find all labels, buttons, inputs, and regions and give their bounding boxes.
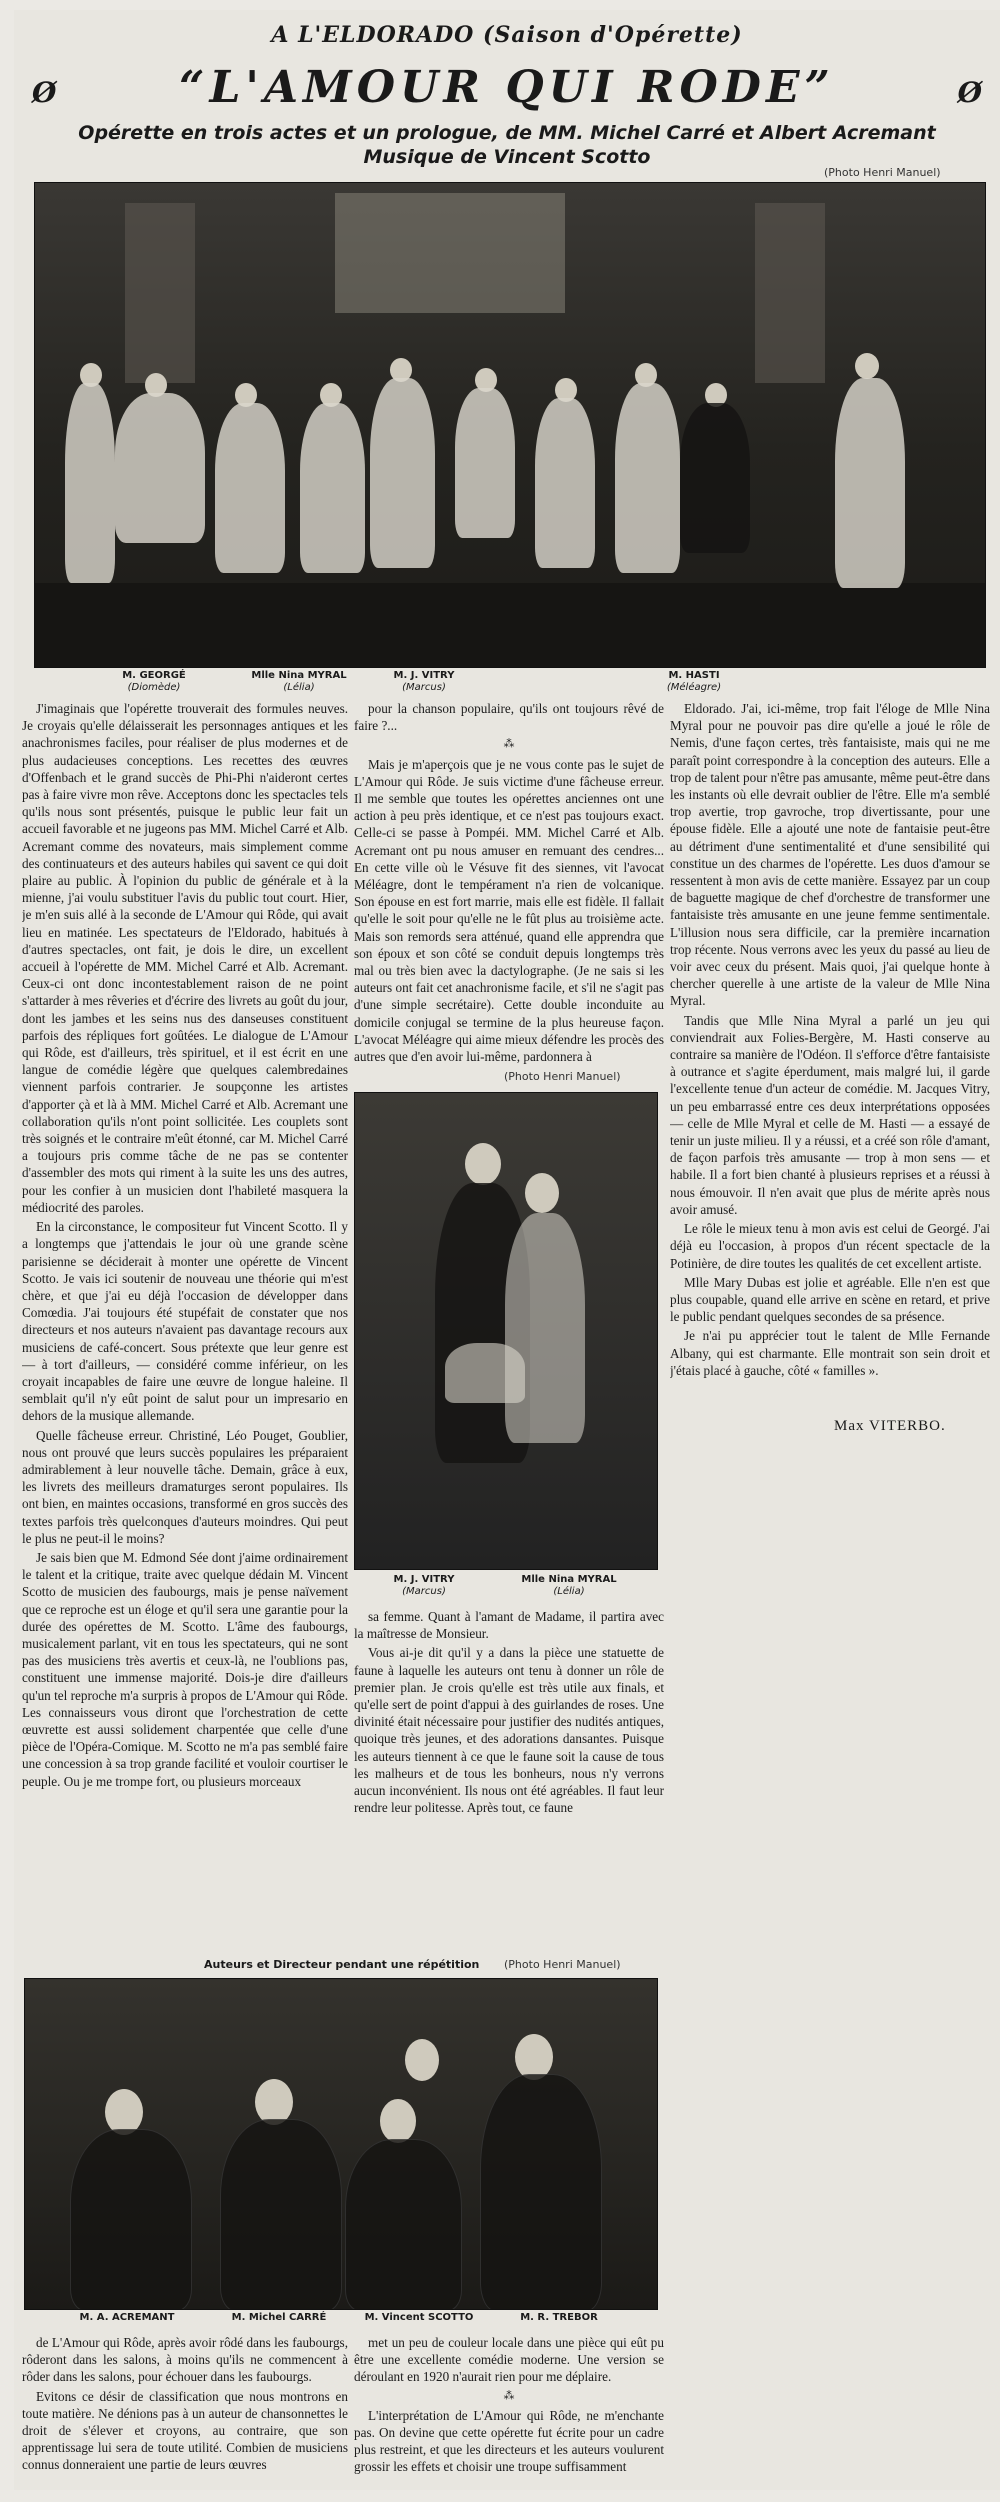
trebor-figure [480,2074,602,2310]
section-header [14,22,1000,48]
carre-figure [220,2119,342,2310]
section-stars: ⁂ [503,738,515,751]
photo-credit-2: (Photo Henri Manuel) [504,1070,621,1083]
column-1 [22,700,348,1952]
right-ornament-icon: Ø [957,76,982,109]
paragraph: pour la chanson populaire, qu'ils ont toujours rêvé de faire ?... [354,701,664,734]
season-label: (Saison d'Opérette) [483,22,743,48]
performer [215,403,285,573]
paragraph: Je n'ai pu apprécier tout le talent de Mlle Fernande Albany, qui est charmante. Elle montrait son sein droit et j'étais placé à gauche, côté « familles ». [670,1328,990,1378]
caption-myral-2 [504,1574,634,1598]
bottom-column-right [354,2334,664,2490]
caption-role: (Lélia) [283,682,315,693]
caption-acremant: M. A. ACREMANT [79,2312,175,2323]
stage-photo [34,182,986,668]
caption-trebor: M. R. TREBOR [520,2312,598,2323]
paragraph: En la circonstance, le compositeur fut Vincent Scotto. Il y a longtemps que j'attendais le jour où une grande scène parisienne se déciderait à monter une opérette de Vincent Scotto. Je vais ici soutenir de nouveau une théorie qui m'est chère, et que j'ai eu déjà l'occasion de développer dans Comœdia. J'ai toujours été stupéfait de constater que nos directeurs et nos auteurs n'avaient pas davantage recours aux musiciens de café-concert. Sous prétexte que leur genre est — à tort d'ailleurs, — considéré comme inférieur, on les croyait incapables de faire une œuvre de longue haleine. Il semblait qu'il n'y eût point de salut pour un impresario en dehors de la musique allemande. [22,1219,348,1424]
section-stars: ⁂ [503,2389,515,2402]
caption-hasti [634,670,754,694]
paragraph: L'interprétation de L'Amour qui Rôde, ne m'enchante pas. On devine que cette opérette fut écrite pour un cadre plus restreint, et que les directeurs et les auteurs voulurent grossir les effets et choisir une troupe suffisamment [354,2407,664,2475]
paragraph: Vous ai-je dit qu'il y a dans la pièce une statuette de faune à laquelle les auteurs ont tenu à donner un rôle de premier plan. Je crois qu'elle est très utile aux finals, et qu'elle sert de point d'appui à des guirlandes de roses. Une divinité était nécessaire pour justifier des nudités antiques, quoique très jeunes, et des adorations dansantes. Puisque les auteurs tiennent à ce que le faune soit la cause de tous les malheurs et de tous les bonheurs, nous n'y verrons aucun inconvénient. Ils nous ont été agréables. Il faut leur rendre leur politesse. Après tout, ce faune [354,1645,664,1816]
paragraph: Eldorado. J'ai, ici-même, trop fait l'éloge de Mlle Nina Myral pour ne pouvoir pas dire qu'elle a joué le rôle de Nemis, d'une façon certes, très fantaisiste, mais qui ne me paraît point correspondre à la conception des auteurs. Elle a trop de talent pour n'être pas amusante, même peut-être dans les instants où elle devrait oublier de l'être. Elle m'a semblé trop avertie, trop gavroche, trop divertissante, pour une épouse fidèle. Elle a ajouté une note de fantaisie peut-être au détriment d'une sentimentalité et d'une sensibilité qui constitue un des charmes de l'opérette. Les duos d'amour se ressentent à mon avis de cette manière. Essayez par un coup de baguette magique de chef d'orchestre de transformer une fantaisiste très amusante en une jeune femme sentimentale. L'illusion nous sera difficile, car la première incarnation trop récente. Nous verrons avec les yeux du passé au lieu de voir avec ceux du présent. Mais quoi, j'ai quelque honte à chercher querelle à une artiste de la valeur de Mlle Nina Myral. [670,701,990,1009]
caption-vitry-2 [374,1574,474,1598]
performer [680,403,750,553]
performer [370,378,435,568]
paragraph: Le rôle le mieux tenu à mon avis est celui de Georgé. J'ai déjà eu l'occasion, à propos d'un récent spectacle de la Potinière, de dire toutes les qualités de cet excellent artiste. [670,1221,990,1271]
caption-role: (Diomède) [127,682,181,693]
caption-name: M. J. VITRY [393,670,455,681]
performer [535,398,595,568]
column-2-bottom [354,1608,664,1948]
stage-column [125,203,195,383]
performer [65,383,115,583]
myral-figure [505,1213,585,1443]
caption-vitry [354,670,494,694]
stage-floor [35,583,985,667]
rehearsal-photo-title: Auteurs et Directeur pendant une répétition [204,1958,480,1971]
caption-name: M. HASTI [668,670,720,681]
paragraph: met un peu de couleur locale dans une pièce qui eût pu être une excellente comédie moderne. Une version se déroulant en 1920 n'aurait rien pour me déplaire. [354,2335,664,2385]
stage-window [335,193,565,313]
scotto-head [380,2099,416,2143]
caption-name: Mlle Nina MYRAL [251,670,347,681]
paragraph: Mais je m'aperçois que je ne vous conte pas le sujet de L'Amour qui Rôde. Je suis victime d'une fâcheuse erreur. Il me semble que toutes les opérettes anciennes ont une action à peu près identique, et ce n'est pas toujours exact. Celle-ci se passe à Pompéi. MM. Michel Carré et Alb. Acremant ont pu nous amuser en remuant des cendres... En cette ville où le Vésuve fit des siennes, vit l'avocat Méléagre, dont le tempérament n'a rien de volcanique. Son épouse en est fort marrie, mais elle est fidèle. Il fallait qu'elle le soit pour qu'elle ne le fût plus au troisième acte. Mais son remords sera atténué, quand elle apprendra que son époux et son côté se conduit depuis longtemps très mal ou très bien avec la dactylographe. (Je ne sais si les auteurs ont fait cet anachronisme facile, et s'il ne s'agit pas d'une simple secrétaire). Cette double inconduite au domicile conjugal se termine de la plus heureuse façon. L'avocat Méléagre qui aime mieux défendre les procès des autres que d'en avoir lui-même, pardonnera à [354,756,664,1065]
caption-role: (Marcus) [402,682,446,693]
stage-column [755,203,825,383]
caption-scotto: M. Vincent SCOTTO [364,2312,474,2323]
caption-name: Mlle Nina MYRAL [521,1574,617,1585]
paragraph: J'imaginais que l'opérette trouverait des formules neuves. Je croyais qu'elle délaisserait les personnages antiques et les anachronismes faciles, pour réaliser de plus modernes et de plus audacieuses conceptions. Les recettes des œuvres d'Offenbach et le grand succès de Phi-Phi n'aideront certes pas à faire vivre mon rêve. Acceptons donc les spectacles tels qu'ils nous sont présentés, puisque le public leur fait un accueil favorable et ne jugeons pas MM. Michel Carré et Alb. Acremant comme des novateurs, mais simplement comme des continuateurs et des auteurs habiles qui savent ce qui doit plaire au public. À l'opinion du public de générale et à la mienne, j'ai voulu substituer l'avis du public tout court. Hier, je m'en suis allé à la seconde de L'Amour qui Rôde, qui avait lieu en matinée. Les spectateurs de l'Eldorado, habitués à d'autres spectacles, ont fait, je dois le dire, un excellent accueil à l'opérette de MM. Michel Carré et Alb. Acremant. Ceux-ci ont donc incontestablement raison de ne point s'attarder à mes rêveries et d'écrire des livrets au goût du jour, dont les jambes et les seins nus des danseuses constituent parfois des répliques fort goûtées. Le dialogue de L'Amour qui Rôde, est d'ailleurs, très spirituel, et il est écrit en une langue de comédie légère que quelques calembredaines viennent parfois contrarier. Je soupçonne les artistes d'apporter çà et là à MM. Michel Carré et Alb. Acremant une collaboration qu'ils n'ont point sollicitée. Les couplets sont très soignés et le contraire m'eût étonné, car M. Michel Carré a toujours pris comme tâche de ne pas se contenter d'assembler des mots qui riment à la suite les uns des autres, pour les confier à un musicien dont l'habileté masquera la médiocrité des paroles. [22,701,348,1215]
acremant-figure [70,2129,192,2310]
newspaper-sheet [14,10,1000,2490]
photo-credit-1: (Photo Henri Manuel) [824,166,941,179]
rehearsal-photo [24,1978,658,2310]
bottom-column-left [22,2334,348,2490]
column-3 [670,700,990,1410]
portrait-photo [354,1092,658,1570]
paragraph: Quelle fâcheuse erreur. Christiné, Léo Pouget, Goublier, nous ont prouvé que leurs succès populaires les préparaient admirablement à leur nouvelle tâche. Demain, grâce à eux, les livrets des meilleurs dramaturges seront populaires. Ils ont bien, en maintes occasions, transformé en gros succès des textes parfois très quelconques d'auteurs moindres. Qui peut le plus ne peut-il le moins? [22,1427,348,1546]
photo-credit-3: (Photo Henri Manuel) [504,1958,621,1971]
left-ornament-icon: Ø [32,76,57,109]
column-2-top [354,700,664,1070]
performer [300,403,365,573]
scotto-figure [345,2139,462,2310]
paragraph: Evitons ce désir de classification que nous montrons en toute matière. Ne dénions pas à un auteur de chansonnettes le droit de s'élever et croyons, au contraire, que son apprentissage lui sera de toute utilité. Combien de musiciens connus donneraient une partie de leurs œuvres [22,2388,348,2473]
performer [835,378,905,588]
paragraph: Mlle Mary Dubas est jolie et agréable. Elle n'en est que plus coupable, quand elle arrive en scène en retard, et prive le public pendant quelques secondes de sa présence. [670,1274,990,1325]
section-name: A L'ELDORADO [271,22,475,48]
performer [615,383,680,573]
myral-head [525,1173,559,1213]
vitry-head [465,1143,501,1185]
paragraph: Tandis que Mlle Nina Myral a parlé un jeu qui conviendrait aux Folies-Bergère, M. Hasti conserve au contraire sa manière de l'Odéon. Il s'efforce d'être fantaisiste à outrance et s'agite éperdument, mais malgré lui, il garde l'excellente tenue d'un acteur de comédie. M. Jacques Vitry, un peu embarrassé entre ces deux interprétations opposées — celle de Mlle Myral et celle de M. Hasti — a essayé de tenir un juste milieu. Il y a réussi, et a créé son rôle d'amant, de façon parfois très amusante — trop à mon sens — et habile. Il a fort bien chanté à plusieurs reprises et a réussi à nous émouvoir. Il n'en avait que plus de mérite après nous avoir amusé. [670,1012,990,1217]
paragraph: sa femme. Quant à l'amant de Madame, il partira avec la maîtresse de Monsieur. [354,1609,664,1642]
caption-name: M. GEORGÉ [122,670,186,681]
caption-carre: M. Michel CARRÉ [231,2312,327,2323]
caption-role: (Méléagre) [666,682,722,693]
caption-myral [224,670,374,694]
performer-head [855,353,879,379]
author-signature: Max VITERBO. [834,1418,946,1434]
article-title: “L'AMOUR QUI RODE” [179,62,835,113]
performer [455,388,515,538]
standing-man-head [405,2039,439,2081]
paragraph: de L'Amour qui Rôde, après avoir rôdé dans les faubourgs, rôderont dans les salons, à moins qu'ils ne commencent à rôder dans les salons, pour échouer dans les faubourgs. [22,2335,348,2385]
caption-name: M. J. VITRY [393,1574,455,1585]
caption-role: (Marcus) [402,1586,446,1597]
caption-george [94,670,214,694]
article-subtitle: Opérette en trois actes et un prologue, de MM. Michel Carré et Albert Acremant [78,122,936,144]
article-music-credit: Musique de Vincent Scotto [363,146,651,168]
caption-role: (Lélia) [553,1586,585,1597]
paragraph: Je sais bien que M. Edmond Sée dont j'aime ordinairement le talent et la critique, traite avec quelque dédain M. Vincent Scotto de musicien des faubourgs, mais je pense naïvement que ce reproche est un éloge et qu'il sera une garantie pour la durée des opérettes de M. Scotto. L'âme des faubourgs, musicalement parlant, vit en tous les spectateurs, qui ne sont pas des musiciens très avertis et ceux-là, ne l'oublions pas, constituent une immense majorité. Dois-je dire d'ailleurs qu'un tel reproche m'a surpris à propos de L'Amour qui Rôde. Les connaisseurs vous diront que l'orchestration de cette œuvrette est aussi solidement charpentée que celle d'une pièce de l'Opéra-Comique. M. Scotto ne m'a pas semblé faire une concession à sa trop grande facilité et vouloir courtiser le peuple. Ou je me trompe fort, ou plusieurs morceaux [22,1549,348,1789]
performer [115,393,205,543]
